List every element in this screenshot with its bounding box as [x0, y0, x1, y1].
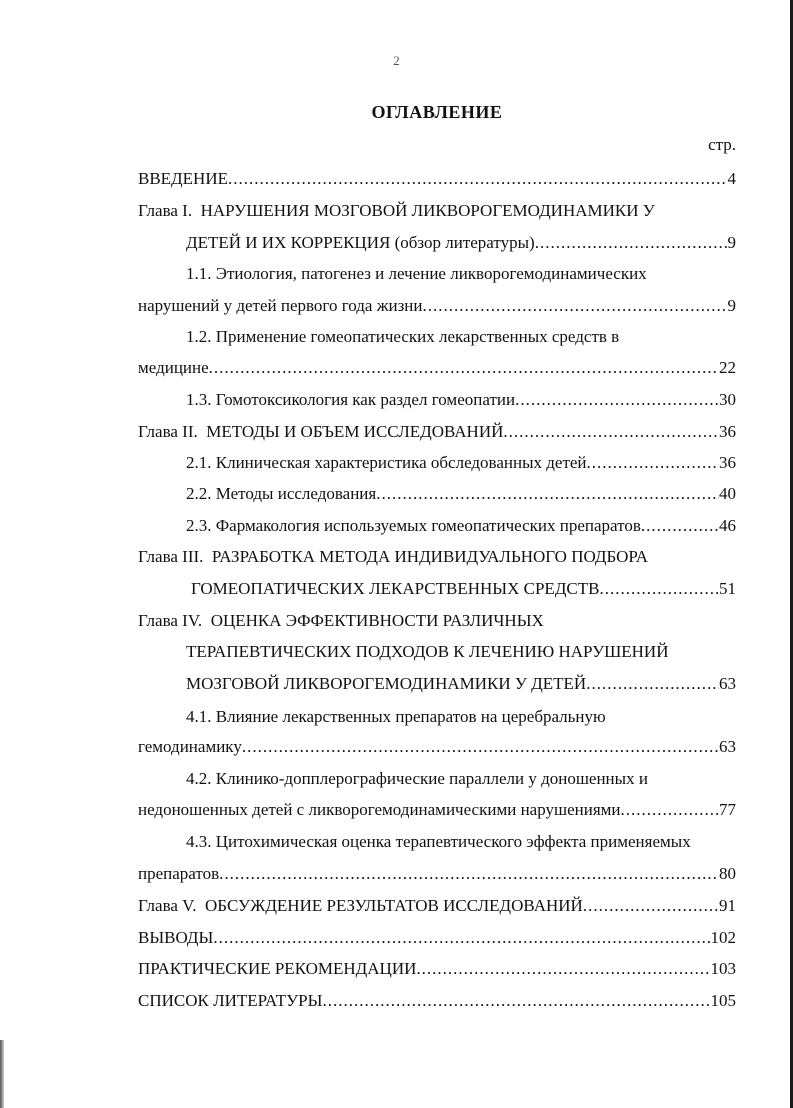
toc-entry-introduction [138, 168, 736, 190]
toc-entry-text: ВВЕДЕНИЕ [138, 169, 228, 188]
toc-entry-page: 103 [710, 959, 736, 978]
toc-entry-text: 2.3. Фармакология используемых гомеопатических препаратов [186, 516, 641, 535]
toc-leader-dots [376, 483, 719, 505]
toc-chapter-label: Глава II. [138, 422, 198, 441]
page-title: ОГЛАВЛЕНИЕ [371, 102, 503, 122]
toc-entry-page: 40 [719, 484, 736, 503]
toc-chapter-3-line-1 [138, 546, 648, 568]
toc-chapter-4-line-3 [186, 673, 736, 695]
toc-entry-text: СПИСОК ЛИТЕРАТУРЫ [138, 991, 323, 1010]
toc-section-1-3 [186, 389, 736, 411]
toc-chapter-title-cont: ДЕТЕЙ И ИХ КОРРЕКЦИЯ (обзор литературы) [186, 233, 535, 252]
toc-chapter-label: Глава I. [138, 201, 193, 220]
toc-entry-page: 51 [719, 579, 736, 598]
toc-chapter-label: Глава III. [138, 547, 204, 566]
toc-entry-page: 80 [719, 864, 736, 883]
toc-section-4-1-line-1: 4.1. Влияние лекарственных препаратов на церебральную [186, 707, 606, 726]
toc-leader-dots [322, 990, 710, 1012]
toc-leader-dots [416, 958, 710, 980]
toc-leader-dots [515, 389, 719, 411]
toc-entry-page: 36 [719, 422, 736, 441]
toc-chapter-title-cont: МОЗГОВОЙ ЛИКВОРОГЕМОДИНАМИКИ У ДЕТЕЙ [186, 674, 587, 693]
toc-leader-dots [209, 357, 719, 379]
toc-section-1-1-line-2 [138, 295, 736, 317]
toc-chapter-title: МЕТОДЫ И ОБЪЕМ ИССЛЕДОВАНИЙ [206, 422, 504, 441]
toc-chapter-title: НАРУШЕНИЯ МОЗГОВОЙ ЛИКВОРОГЕМОДИНАМИКИ У [200, 201, 655, 220]
toc-chapter-1-line-1 [138, 200, 655, 222]
toc-entry-text: препаратов [138, 864, 220, 883]
toc-chapter-label: Глава V. [138, 896, 197, 915]
toc-chapter-2 [138, 421, 736, 443]
toc-leader-dots [587, 452, 719, 474]
toc-chapter-title: ОЦЕНКА ЭФФЕКТИВНОСТИ РАЗЛИЧНЫХ [210, 611, 544, 630]
toc-entry-page: 102 [710, 928, 736, 947]
toc-entry-text: ПРАКТИЧЕСКИЕ РЕКОМЕНДАЦИИ [138, 959, 417, 978]
toc-entry-page: 4 [727, 169, 736, 188]
toc-chapter-1-line-2 [186, 232, 736, 254]
toc-section-1-1-line-1: 1.1. Этиология, патогенез и лечение ликворогемодинамических [186, 264, 647, 283]
toc-chapter-label: Глава IV. [138, 611, 203, 630]
toc-entry-references [138, 990, 736, 1012]
toc-entry-page: 30 [719, 390, 736, 409]
toc-leader-dots [228, 168, 728, 190]
toc-entry-text: 2.1. Клиническая характеристика обследованных детей [186, 453, 587, 472]
toc-leader-dots [503, 421, 719, 443]
toc-leader-dots [242, 736, 719, 758]
toc-entry-conclusions [138, 927, 736, 949]
toc-chapter-title: ОБСУЖДЕНИЕ РЕЗУЛЬТАТОВ ИССЛЕДОВАНИЙ [205, 896, 583, 915]
toc-chapter-title-cont: ГОМЕОПАТИЧЕСКИХ ЛЕКАРСТВЕННЫХ СРЕДСТВ [191, 579, 600, 598]
toc-leader-dots [641, 515, 719, 537]
toc-entry-text: гемодинамику [138, 737, 242, 756]
toc-entry-page: 105 [710, 991, 736, 1010]
toc-section-4-1-line-2 [138, 736, 736, 758]
toc-chapter-5 [138, 895, 736, 917]
toc-entry-text: нарушений у детей первого года жизни [138, 296, 423, 315]
toc-section-2-3 [186, 515, 736, 537]
toc-entry-recommendations [138, 958, 736, 980]
toc-entry-page: 22 [719, 358, 736, 377]
pages-column-label: стр. [708, 135, 736, 154]
toc-entry-page: 36 [719, 453, 736, 472]
toc-leader-dots [535, 232, 728, 254]
toc-section-4-2-line-2 [138, 799, 736, 821]
toc-section-4-3-line-1: 4.3. Цитохимическая оценка терапевтического эффекта применяемых [186, 832, 691, 851]
toc-section-2-1 [186, 452, 736, 474]
toc-section-4-3-line-2 [138, 863, 736, 885]
toc-entry-text [138, 421, 503, 443]
toc-entry-page: 77 [719, 800, 736, 819]
toc-entry-page: 63 [719, 674, 736, 693]
toc-entry-page: 46 [719, 516, 736, 535]
toc-entry-text: ВЫВОДЫ [138, 928, 214, 947]
toc-leader-dots [219, 863, 719, 885]
page-number: 2 [393, 53, 400, 68]
toc-entry-text: медицине [138, 358, 209, 377]
toc-chapter-4-line-1 [138, 610, 544, 632]
toc-leader-dots [621, 799, 720, 821]
toc-leader-dots [586, 673, 719, 695]
toc-entry-page: 9 [727, 296, 736, 315]
toc-entry-text: недоношенных детей с ликворогемодинамическими нарушениями [138, 800, 621, 819]
toc-entry-text: 1.3. Гомотоксикология как раздел гомеопатии [186, 390, 516, 409]
toc-section-4-2-line-1: 4.2. Клинико-допплерографические параллели у доношенных и [186, 769, 648, 788]
toc-entry-page: 91 [719, 896, 736, 915]
toc-chapter-title: РАЗРАБОТКА МЕТОДА ИНДИВИДУАЛЬНОГО ПОДБОРА [211, 547, 648, 566]
toc-section-2-2 [186, 483, 736, 505]
toc-entry-text [138, 895, 583, 917]
toc-leader-dots [422, 295, 727, 317]
toc-leader-dots [213, 927, 710, 949]
toc-entry-page: 63 [719, 737, 736, 756]
toc-entry-text: 2.2. Методы исследования [186, 484, 377, 503]
toc-leader-dots [599, 578, 719, 600]
toc-entry-page: 9 [727, 233, 736, 252]
toc-leader-dots [583, 895, 719, 917]
toc-section-1-2-line-2 [138, 357, 736, 379]
toc-section-1-2-line-1: 1.2. Применение гомеопатических лекарственных средств в [186, 327, 620, 346]
toc-chapter-3-line-2 [191, 578, 736, 600]
toc-chapter-4-line-2: ТЕРАПЕВТИЧЕСКИХ ПОДХОДОВ К ЛЕЧЕНИЮ НАРУШЕНИЙ [186, 642, 669, 661]
